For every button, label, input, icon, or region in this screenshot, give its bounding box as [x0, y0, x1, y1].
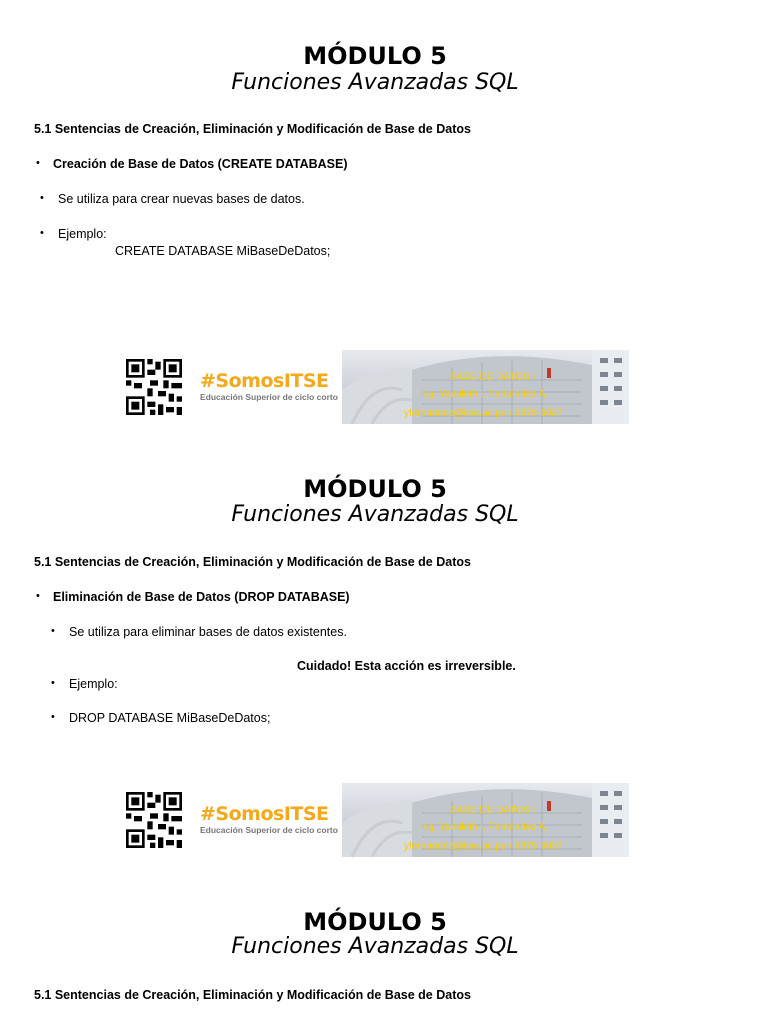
qr-code-icon	[126, 792, 182, 848]
module-title: MÓDULO 5	[303, 475, 447, 503]
instructor-name: Ing. Yamileth I. Fernández A.	[420, 822, 549, 833]
brand-hashtag: #SomosITSE	[200, 803, 329, 825]
module-subtitle: Funciones Avanzadas SQL	[231, 934, 519, 959]
section-heading: 5.1 Sentencias de Creación, Eliminación y Modificación de Base de Datos	[34, 555, 471, 569]
list-item: DROP DATABASE MiBaseDeDatos;	[69, 711, 271, 725]
bullet-dot: •	[36, 157, 40, 169]
course-name: BASE DE DATOS I	[450, 805, 536, 816]
bullet-heading: Eliminación de Base de Datos (DROP DATABASE)	[53, 590, 350, 604]
list-item: Se utiliza para crear nuevas bases de datos.	[58, 192, 305, 206]
section-heading: 5.1 Sentencias de Creación, Eliminación y Modificación de Base de Datos	[34, 988, 471, 1002]
list-item: Ejemplo:	[58, 227, 107, 241]
bullet-dot: •	[51, 711, 55, 723]
module-subtitle: Funciones Avanzadas SQL	[231, 502, 519, 527]
instructor-name: Ing. Yamileth I. Fernández A.	[420, 389, 549, 400]
contact-info: yfernandez@itse.ac.pa / 6879-6037	[404, 841, 563, 852]
brand-tagline: Educación Superior de ciclo corto	[200, 825, 338, 835]
module-title: MÓDULO 5	[303, 42, 447, 70]
section-heading: 5.1 Sentencias de Creación, Eliminación y Modificación de Base de Datos	[34, 122, 471, 136]
bullet-dot: •	[51, 677, 55, 689]
contact-info: yfernandez@itse.ac.pa / 6879-6037	[404, 408, 563, 419]
bullet-dot: •	[40, 227, 44, 239]
bullet-dot: •	[51, 625, 55, 637]
list-item: Ejemplo:	[69, 677, 118, 691]
brand-tagline: Educación Superior de ciclo corto	[200, 392, 338, 402]
module-title: MÓDULO 5	[303, 908, 447, 936]
bullet-heading: Creación de Base de Datos (CREATE DATABASE)	[53, 157, 348, 171]
qr-code-icon	[126, 359, 182, 415]
footer-banner	[120, 783, 629, 857]
bullet-dot: •	[36, 590, 40, 602]
footer-banner	[120, 350, 629, 424]
brand-hashtag: #SomosITSE	[200, 370, 329, 392]
list-item: Se utiliza para eliminar bases de datos existentes.	[69, 625, 347, 639]
course-name: BASE DE DATOS I	[450, 372, 536, 383]
module-subtitle: Funciones Avanzadas SQL	[231, 70, 519, 95]
warning-text: Cuidado! Esta acción es irreversible.	[297, 659, 516, 673]
bullet-dot: •	[40, 192, 44, 204]
code-example: CREATE DATABASE MiBaseDeDatos;	[115, 244, 331, 258]
